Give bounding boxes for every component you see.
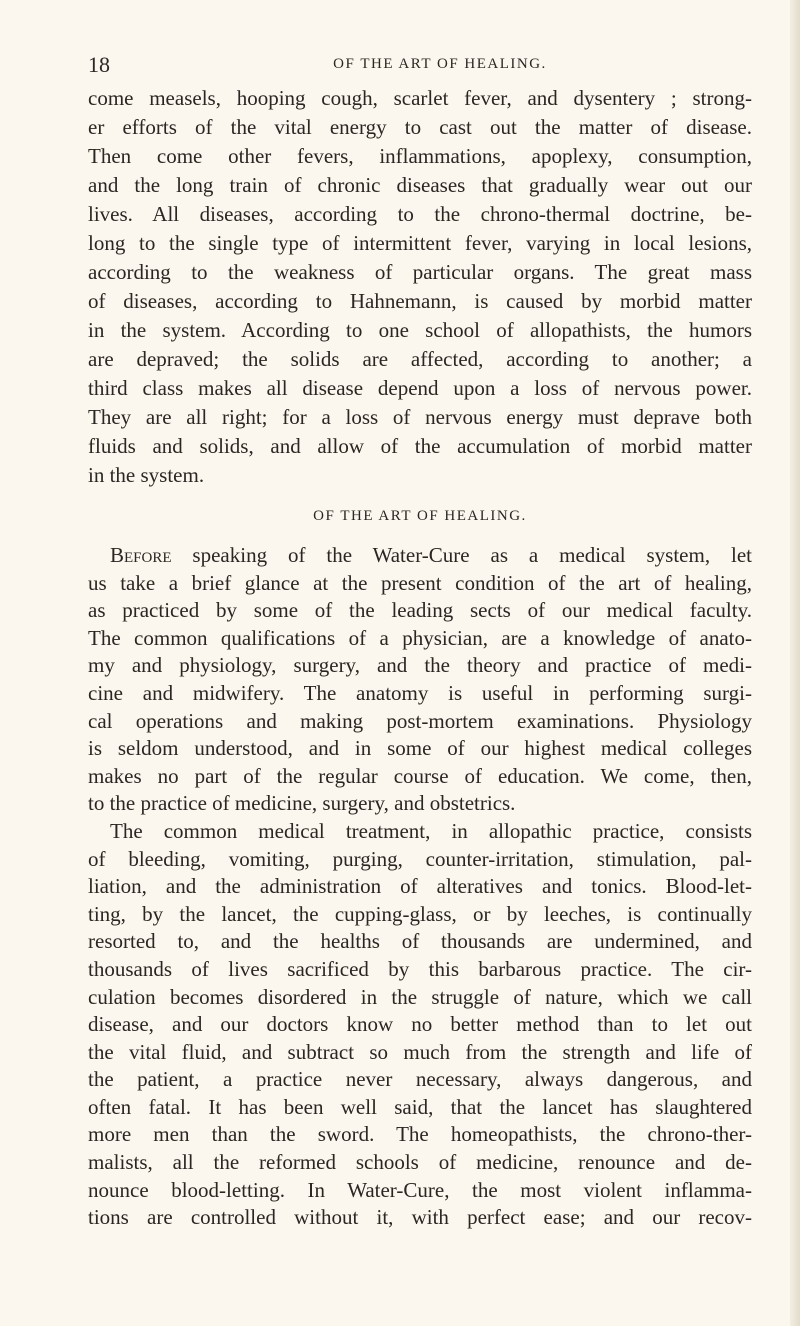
text-line: to the practice of medicine, surgery, and obstetrics. <box>88 791 516 816</box>
text-line: in the system. <box>88 463 205 487</box>
text-line: culation becomes disordered in the struggle of nature, which we call <box>88 984 752 1009</box>
text-line: The common medical treatment, in allopathic practice, consists <box>110 818 752 843</box>
text-line: malists, all the reformed schools of medicine, renounce and de- <box>88 1150 752 1175</box>
text-line: lives. All diseases, according to the chrono-thermal doctrine, be- <box>88 202 752 226</box>
text-line: as practiced by some of the leading sects of our medical faculty. <box>88 598 752 623</box>
text-line: makes no part of the regular course of education. We come, then, <box>88 763 752 788</box>
running-header <box>88 52 752 82</box>
text-line: third class makes all disease depend upon a loss of nervous power. <box>88 376 752 400</box>
text-line: more men than the sword. The homeopathists, the chrono-ther- <box>88 1122 752 1147</box>
page-number: 18 <box>88 52 110 77</box>
section-heading: OF THE ART OF HEALING. <box>313 508 527 524</box>
text-line: The common qualifications of a physician, are a knowledge of anato- <box>88 625 752 650</box>
text-line: cal operations and making post-mortem examinations. Physiology <box>88 708 752 733</box>
text-line: tions are controlled without it, with perfect ease; and our recov- <box>88 1205 752 1230</box>
text-line: in the system. According to one school of allopathists, the humors <box>88 318 752 342</box>
text-line: is seldom understood, and in some of our highest medical colleges <box>88 736 752 761</box>
text-line: according to the weakness of particular organs. The great mass <box>88 260 752 284</box>
text-line: resorted to, and the healths of thousands are undermined, and <box>88 929 752 954</box>
text-line: often fatal. It has been well said, that the lancet has slaughtered <box>88 1094 752 1119</box>
text-line: disease, and our doctors know no better method than to let out <box>88 1012 752 1037</box>
text-line-rest: speaking of the Water-Cure as a medical system, let <box>171 543 752 567</box>
text-line: thousands of lives sacrificed by this barbarous practice. The cir- <box>88 956 752 981</box>
page-edge <box>790 0 800 1326</box>
text-line: nounce blood-letting. In Water-Cure, the most violent inflamma- <box>88 1177 752 1202</box>
text-line: and the long train of chronic diseases that gradually wear out our <box>88 173 752 197</box>
text-line: the patient, a practice never necessary, always dangerous, and <box>88 1067 752 1092</box>
drop-word: Before <box>110 543 172 567</box>
text-line: my and physiology, surgery, and the theory and practice of medi- <box>88 653 752 678</box>
text-line: of bleeding, vomiting, purging, counter-irritation, stimulation, pal- <box>88 846 752 871</box>
text-line: Then come other fevers, inflammations, apoplexy, consumption, <box>88 144 752 168</box>
text-line: fluids and solids, and allow of the accumulation of morbid matter <box>88 434 752 458</box>
text-line: long to the single type of intermittent fever, varying in local lesions, <box>88 231 752 255</box>
text-line: the vital fluid, and subtract so much from the strength and life of <box>88 1039 752 1064</box>
text-line: are depraved; the solids are affected, according to another; a <box>88 347 752 371</box>
text-line: us take a brief glance at the present condition of the art of healing, <box>88 570 752 595</box>
text-line: cine and midwifery. The anatomy is useful in performing surgi- <box>88 680 752 705</box>
running-title: OF THE ART OF HEALING. <box>333 56 547 72</box>
paragraph-1 <box>88 84 752 490</box>
text-line: ting, by the lancet, the cupping-glass, or by leeches, is continually <box>88 901 752 926</box>
text-line: of diseases, according to Hahnemann, is caused by morbid matter <box>88 289 752 313</box>
text-line <box>88 542 752 570</box>
text-line: They are all right; for a loss of nervous energy must deprave both <box>88 405 752 429</box>
text-line: come measels, hooping cough, scarlet fever, and dysentery ; strong- <box>88 86 752 110</box>
section-body <box>88 542 752 1232</box>
text-line: er efforts of the vital energy to cast out the matter of disease. <box>88 115 752 139</box>
text-line: liation, and the administration of alteratives and tonics. Blood-let- <box>88 874 752 899</box>
